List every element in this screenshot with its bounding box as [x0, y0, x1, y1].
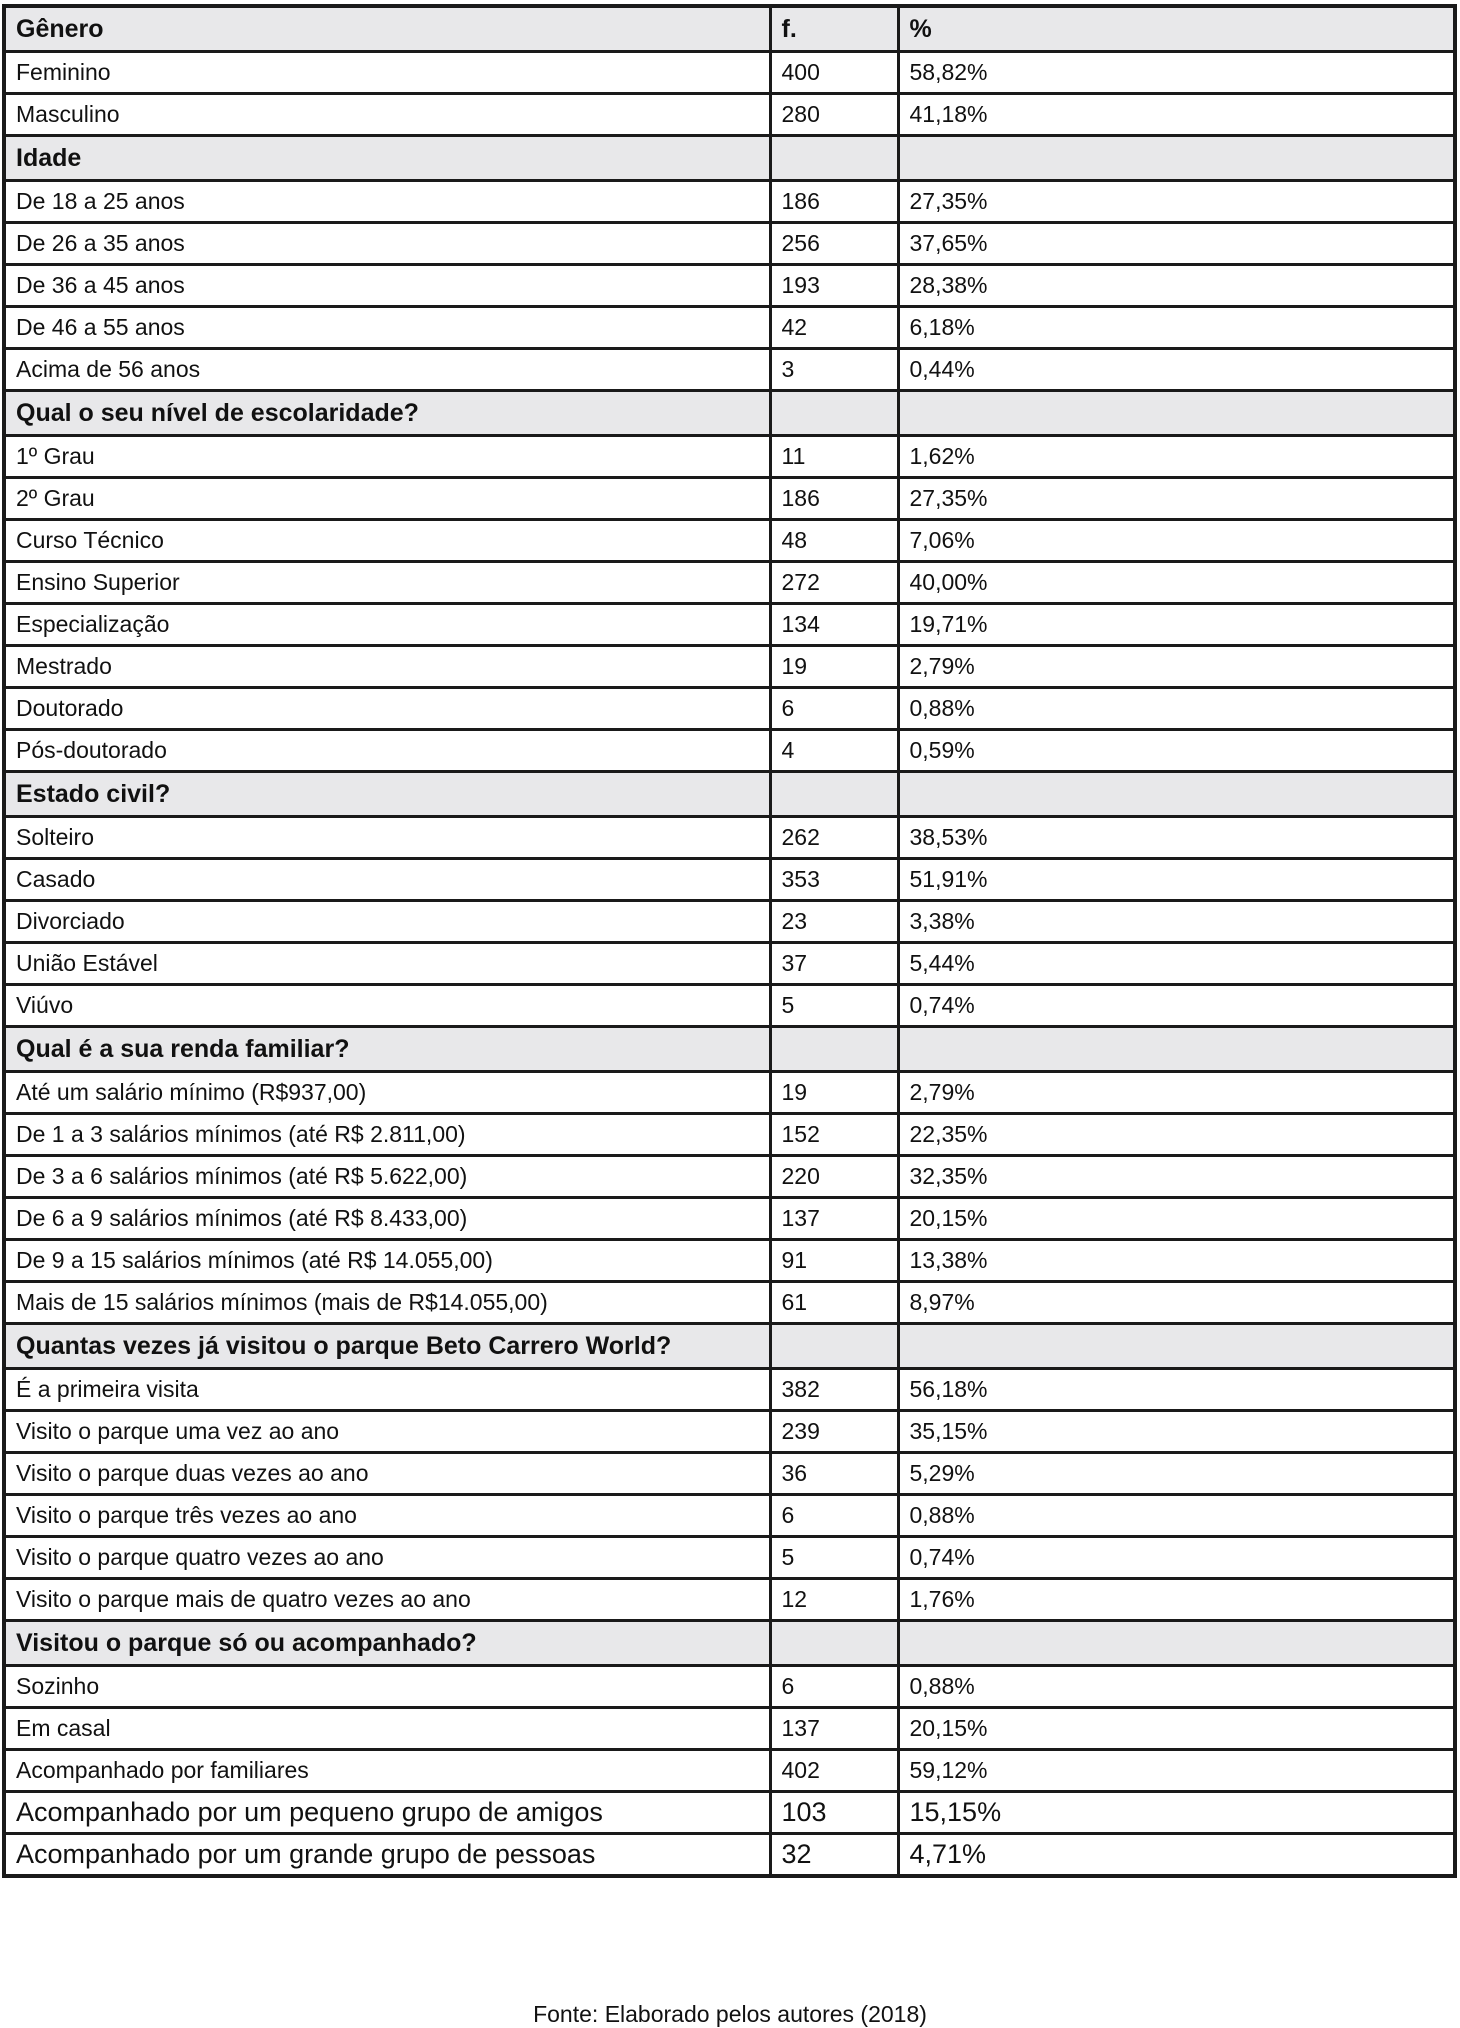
row-percentage: 40,00%	[898, 562, 1455, 604]
row-frequency: 5	[770, 985, 898, 1027]
row-percentage: 0,74%	[898, 985, 1455, 1027]
row-label: Em casal	[4, 1708, 770, 1750]
table-row	[4, 1537, 1455, 1579]
table-row	[4, 1834, 1455, 1877]
row-label: Feminino	[4, 52, 770, 94]
row-percentage: 4,71%	[898, 1834, 1455, 1877]
table-row	[4, 223, 1455, 265]
empty-cell	[770, 1621, 898, 1666]
empty-cell	[770, 136, 898, 181]
row-frequency: 402	[770, 1750, 898, 1792]
row-percentage: 13,38%	[898, 1240, 1455, 1282]
table-row	[4, 1411, 1455, 1453]
row-percentage: 5,29%	[898, 1453, 1455, 1495]
row-label: Casado	[4, 859, 770, 901]
row-label: Doutorado	[4, 688, 770, 730]
table-row	[4, 604, 1455, 646]
row-percentage: 15,15%	[898, 1792, 1455, 1834]
row-frequency: 91	[770, 1240, 898, 1282]
row-label: Mestrado	[4, 646, 770, 688]
row-percentage: 2,79%	[898, 1072, 1455, 1114]
row-frequency: 48	[770, 520, 898, 562]
table-row	[4, 478, 1455, 520]
row-label: 2º Grau	[4, 478, 770, 520]
row-label: Sozinho	[4, 1666, 770, 1708]
row-percentage: 35,15%	[898, 1411, 1455, 1453]
group-header-row	[4, 6, 1455, 52]
row-percentage: 20,15%	[898, 1198, 1455, 1240]
group-header-row	[4, 136, 1455, 181]
row-frequency: 12	[770, 1579, 898, 1621]
row-frequency: 239	[770, 1411, 898, 1453]
row-label: De 3 a 6 salários mínimos (até R$ 5.622,00)	[4, 1156, 770, 1198]
group-title: Gênero	[4, 6, 770, 52]
empty-cell	[770, 391, 898, 436]
row-label: Pós-doutorado	[4, 730, 770, 772]
row-percentage: 7,06%	[898, 520, 1455, 562]
table-row	[4, 943, 1455, 985]
group-title: Estado civil?	[4, 772, 770, 817]
row-percentage: 0,88%	[898, 1495, 1455, 1537]
table-row	[4, 349, 1455, 391]
row-label: Masculino	[4, 94, 770, 136]
row-frequency: 137	[770, 1198, 898, 1240]
row-frequency: 19	[770, 646, 898, 688]
empty-cell	[898, 1324, 1455, 1369]
row-label: Curso Técnico	[4, 520, 770, 562]
row-frequency: 137	[770, 1708, 898, 1750]
row-label: Até um salário mínimo (R$937,00)	[4, 1072, 770, 1114]
row-percentage: 27,35%	[898, 181, 1455, 223]
row-label: Acompanhado por familiares	[4, 1750, 770, 1792]
table-row	[4, 1792, 1455, 1834]
table-row	[4, 730, 1455, 772]
table-row	[4, 817, 1455, 859]
table-row	[4, 859, 1455, 901]
group-title: Visitou o parque só ou acompanhado?	[4, 1621, 770, 1666]
row-percentage: 0,44%	[898, 349, 1455, 391]
group-header-row	[4, 772, 1455, 817]
empty-cell	[898, 1027, 1455, 1072]
table-caption: Fonte: Elaborado pelos autores (2018)	[533, 2001, 927, 2027]
table-row	[4, 181, 1455, 223]
table-row	[4, 1708, 1455, 1750]
group-title: Qual o seu nível de escolaridade?	[4, 391, 770, 436]
table-row	[4, 1240, 1455, 1282]
row-percentage: 38,53%	[898, 817, 1455, 859]
row-label: De 1 a 3 salários mínimos (até R$ 2.811,00)	[4, 1114, 770, 1156]
column-header-freq: f.	[770, 6, 898, 52]
row-percentage: 22,35%	[898, 1114, 1455, 1156]
row-label: De 26 a 35 anos	[4, 223, 770, 265]
row-frequency: 23	[770, 901, 898, 943]
table-row	[4, 94, 1455, 136]
table-row	[4, 1666, 1455, 1708]
table-row	[4, 1369, 1455, 1411]
row-percentage: 1,62%	[898, 436, 1455, 478]
row-frequency: 382	[770, 1369, 898, 1411]
row-frequency: 256	[770, 223, 898, 265]
table-row	[4, 307, 1455, 349]
row-frequency: 32	[770, 1834, 898, 1877]
row-percentage: 37,65%	[898, 223, 1455, 265]
table-row	[4, 1114, 1455, 1156]
row-frequency: 4	[770, 730, 898, 772]
row-frequency: 262	[770, 817, 898, 859]
row-percentage: 32,35%	[898, 1156, 1455, 1198]
row-frequency: 3	[770, 349, 898, 391]
row-frequency: 6	[770, 1666, 898, 1708]
row-frequency: 5	[770, 1537, 898, 1579]
table-row	[4, 1495, 1455, 1537]
group-title: Qual é a sua renda familiar?	[4, 1027, 770, 1072]
row-frequency: 353	[770, 859, 898, 901]
row-percentage: 51,91%	[898, 859, 1455, 901]
row-frequency: 37	[770, 943, 898, 985]
row-frequency: 134	[770, 604, 898, 646]
row-frequency: 193	[770, 265, 898, 307]
table-row	[4, 265, 1455, 307]
column-header-pct: %	[898, 6, 1455, 52]
row-percentage: 0,88%	[898, 1666, 1455, 1708]
row-frequency: 186	[770, 478, 898, 520]
table-row	[4, 1750, 1455, 1792]
table-row	[4, 436, 1455, 478]
row-percentage: 0,88%	[898, 688, 1455, 730]
group-header-row	[4, 1324, 1455, 1369]
row-frequency: 103	[770, 1792, 898, 1834]
row-label: Especialização	[4, 604, 770, 646]
table-row	[4, 688, 1455, 730]
empty-cell	[898, 1621, 1455, 1666]
table-row	[4, 562, 1455, 604]
row-label: Solteiro	[4, 817, 770, 859]
empty-cell	[898, 391, 1455, 436]
group-title: Idade	[4, 136, 770, 181]
row-percentage: 56,18%	[898, 1369, 1455, 1411]
table-row	[4, 1198, 1455, 1240]
row-frequency: 36	[770, 1453, 898, 1495]
empty-cell	[898, 772, 1455, 817]
row-percentage: 41,18%	[898, 94, 1455, 136]
row-frequency: 42	[770, 307, 898, 349]
group-title: Quantas vezes já visitou o parque Beto Carrero World?	[4, 1324, 770, 1369]
table-row	[4, 1579, 1455, 1621]
group-header-row	[4, 391, 1455, 436]
table-row	[4, 901, 1455, 943]
row-frequency: 220	[770, 1156, 898, 1198]
table-row	[4, 1156, 1455, 1198]
row-percentage: 20,15%	[898, 1708, 1455, 1750]
row-frequency: 280	[770, 94, 898, 136]
row-percentage: 5,44%	[898, 943, 1455, 985]
row-label: De 36 a 45 anos	[4, 265, 770, 307]
table-row	[4, 1453, 1455, 1495]
row-label: Acompanhado por um grande grupo de pessoas	[4, 1834, 770, 1877]
row-percentage: 19,71%	[898, 604, 1455, 646]
row-percentage: 27,35%	[898, 478, 1455, 520]
row-frequency: 6	[770, 1495, 898, 1537]
row-frequency: 272	[770, 562, 898, 604]
row-percentage: 59,12%	[898, 1750, 1455, 1792]
table-row	[4, 520, 1455, 562]
table-row	[4, 985, 1455, 1027]
row-label: Mais de 15 salários mínimos (mais de R$14.055,00)	[4, 1282, 770, 1324]
row-frequency: 61	[770, 1282, 898, 1324]
row-percentage: 2,79%	[898, 646, 1455, 688]
table-row	[4, 1072, 1455, 1114]
row-percentage: 58,82%	[898, 52, 1455, 94]
row-frequency: 400	[770, 52, 898, 94]
row-label: Acompanhado por um pequeno grupo de amigos	[4, 1792, 770, 1834]
empty-cell	[898, 136, 1455, 181]
survey-table	[2, 4, 1457, 1878]
row-percentage: 6,18%	[898, 307, 1455, 349]
row-frequency: 186	[770, 181, 898, 223]
row-percentage: 28,38%	[898, 265, 1455, 307]
row-label: 1º Grau	[4, 436, 770, 478]
row-frequency: 19	[770, 1072, 898, 1114]
row-percentage: 1,76%	[898, 1579, 1455, 1621]
row-label: De 9 a 15 salários mínimos (até R$ 14.055,00)	[4, 1240, 770, 1282]
group-header-row	[4, 1621, 1455, 1666]
group-header-row	[4, 1027, 1455, 1072]
row-label: Viúvo	[4, 985, 770, 1027]
row-label: De 46 a 55 anos	[4, 307, 770, 349]
table-row	[4, 646, 1455, 688]
row-label: Ensino Superior	[4, 562, 770, 604]
row-frequency: 11	[770, 436, 898, 478]
row-label: Acima de 56 anos	[4, 349, 770, 391]
empty-cell	[770, 772, 898, 817]
row-frequency: 6	[770, 688, 898, 730]
empty-cell	[770, 1027, 898, 1072]
row-percentage: 8,97%	[898, 1282, 1455, 1324]
row-label: Visito o parque três vezes ao ano	[4, 1495, 770, 1537]
row-label: De 18 a 25 anos	[4, 181, 770, 223]
row-label: Divorciado	[4, 901, 770, 943]
row-frequency: 152	[770, 1114, 898, 1156]
row-percentage: 0,74%	[898, 1537, 1455, 1579]
row-label: É a primeira visita	[4, 1369, 770, 1411]
row-label: Visito o parque mais de quatro vezes ao ano	[4, 1579, 770, 1621]
row-label: Visito o parque uma vez ao ano	[4, 1411, 770, 1453]
row-label: Visito o parque quatro vezes ao ano	[4, 1537, 770, 1579]
row-percentage: 3,38%	[898, 901, 1455, 943]
empty-cell	[770, 1324, 898, 1369]
table-row	[4, 1282, 1455, 1324]
row-label: De 6 a 9 salários mínimos (até R$ 8.433,00)	[4, 1198, 770, 1240]
row-percentage: 0,59%	[898, 730, 1455, 772]
table-row	[4, 52, 1455, 94]
row-label: Visito o parque duas vezes ao ano	[4, 1453, 770, 1495]
row-label: União Estável	[4, 943, 770, 985]
